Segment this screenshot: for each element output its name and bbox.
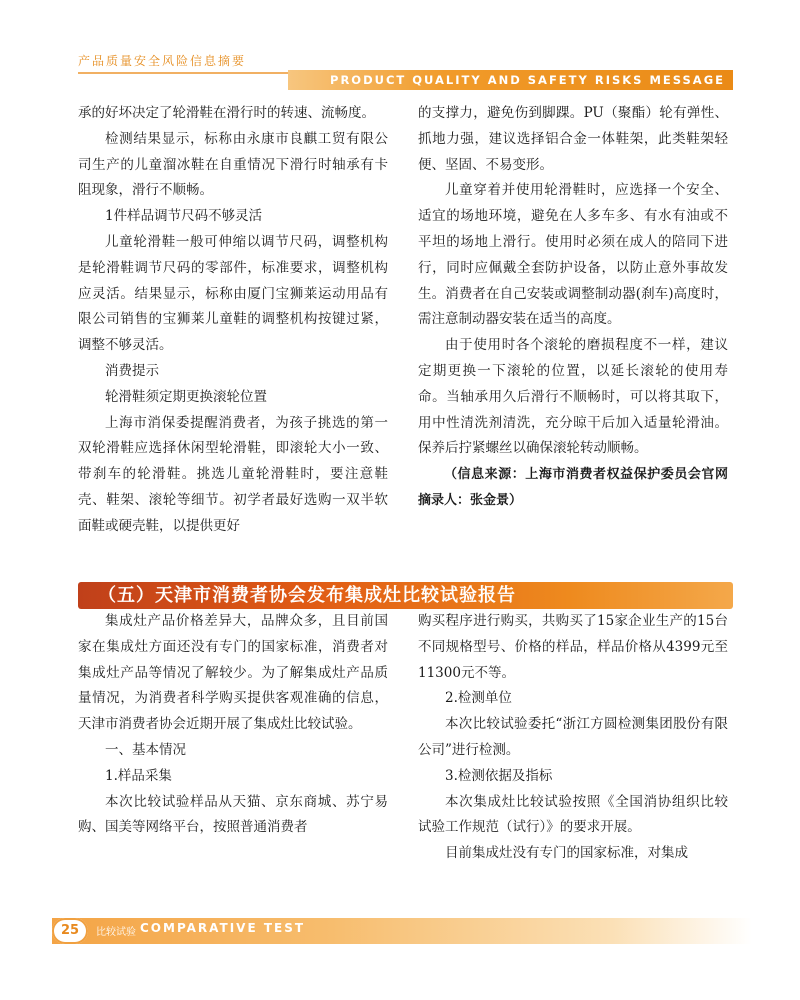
column-top-right [418, 101, 728, 514]
paragraph: 本次集成灶比较试验按照《全国消协组织比较试验工作规范（试行）》的要求开展。 [418, 793, 728, 836]
paragraph: 集成灶产品价格差异大，品牌众多，且目前国家在集成灶方面还没有专门的国家标准，消费者对集成灶产品等情况了解较少。为了解集成灶产品质量情况，为消费者科学购买提供客观准确的信息，天津市消费者协会近期开展了集成灶比较试验。 [78, 613, 388, 733]
subheading: 一、基本情况 [105, 741, 186, 758]
subheading: 1件样品调节尺码不够灵活 [105, 208, 263, 225]
paragraph: 由于使用时各个滚轮的磨损程度不一样，建议定期更换一下滚轮的位置，以延长滚轮的使用寿命。当轴承用久后滑行不顺畅时，可以将其取下，用中性清洗剂清洗，充分晾干后加入适量轮滑油。保养后拧紧螺丝以确保滚轮转动顺畅。 [418, 337, 728, 457]
subheading: 轮滑鞋须定期更换滚轮位置 [105, 388, 267, 405]
subheading: 2.检测单位 [445, 690, 512, 707]
column-bottom-left [78, 609, 388, 841]
paragraph: 的支撑力，避免伤到脚踝。PU（聚酯）轮有弹性、抓地力强，建议选择铝合金一体鞋架，此类鞋架轻便、坚固、不易变形。 [418, 105, 728, 173]
paragraph: 购买程序进行购买，共购买了15家企业生产的15台不同规格型号、价格的样品，样品价格从4399元至11300元不等。 [418, 613, 728, 681]
footer-label-cn: 比较试验 [96, 927, 136, 938]
paragraph: 上海市消保委提醒消费者，为孩子挑选的第一双轮滑鞋应选择休闲型轮滑鞋，即滚轮大小一致、带刹车的轮滑鞋。挑选儿童轮滑鞋时，要注意鞋壳、鞋架、滚轮等细节。初学者最好选购一双半软面鞋或硬壳鞋，以提供更好 [78, 414, 388, 534]
subheading: 消费提示 [105, 362, 159, 379]
subheading: 3.检测依据及指标 [445, 767, 553, 784]
column-top-left [78, 101, 388, 540]
paragraph: 目前集成灶没有专门的国家标准，对集成 [445, 845, 688, 862]
footer-label-en: COMPARATIVE TEST [140, 921, 306, 935]
paragraph: 检测结果显示，标称由永康市良麒工贸有限公司生产的儿童溜冰鞋在自重情况下滑行时轴承有卡阻现象，滑行不顺畅。 [78, 130, 388, 199]
paragraph: 儿童轮滑鞋一般可伸缩以调节尺码，调整机构是轮滑鞋调节尺码的零部件，标准要求，调整机构应灵活。结果显示，标称由厦门宝狮莱运动用品有限公司销售的宝狮莱儿童鞋的调整机构按键过紧，调整不够灵活。 [78, 233, 388, 354]
page-number: 25 [52, 918, 88, 944]
paragraph: 承的好坏决定了轮滑鞋在滑行时的转速、流畅度。 [78, 105, 375, 121]
section-title: （五）天津市消费者协会发布集成灶比较试验报告 [98, 585, 516, 606]
column-bottom-right [418, 609, 728, 867]
subheading: 1.样品采集 [105, 767, 172, 784]
paragraph: 本次比较试验委托“浙江方圆检测集团股份有限公司”进行检测。 [418, 716, 728, 758]
header-divider [78, 72, 308, 74]
source-note: （信息来源：上海市消费者权益保护委员会官网 摘录人：张金景） [418, 467, 728, 508]
header-title-cn: 产品质量安全风险信息摘要 [78, 54, 247, 68]
paragraph: 本次比较试验样品从天猫、京东商城、苏宁易购、国美等网络平台，按照普通消费者 [78, 793, 388, 836]
header-title-en: PRODUCT QUALITY AND SAFETY RISKS MESSAGE DIGEST [288, 70, 733, 90]
paragraph: 儿童穿着并使用轮滑鞋时，应选择一个安全、适宜的场地环境，避免在人多车多、有水有油或不平坦的场地上滑行。使用时必须在成人的陪同下进行，同时应佩戴全套防护设备，以防止意外事故发生。消费者在自己安装或调整制动器(刹车)高度时，需注意制动器安装在适当的高度。 [418, 182, 728, 328]
